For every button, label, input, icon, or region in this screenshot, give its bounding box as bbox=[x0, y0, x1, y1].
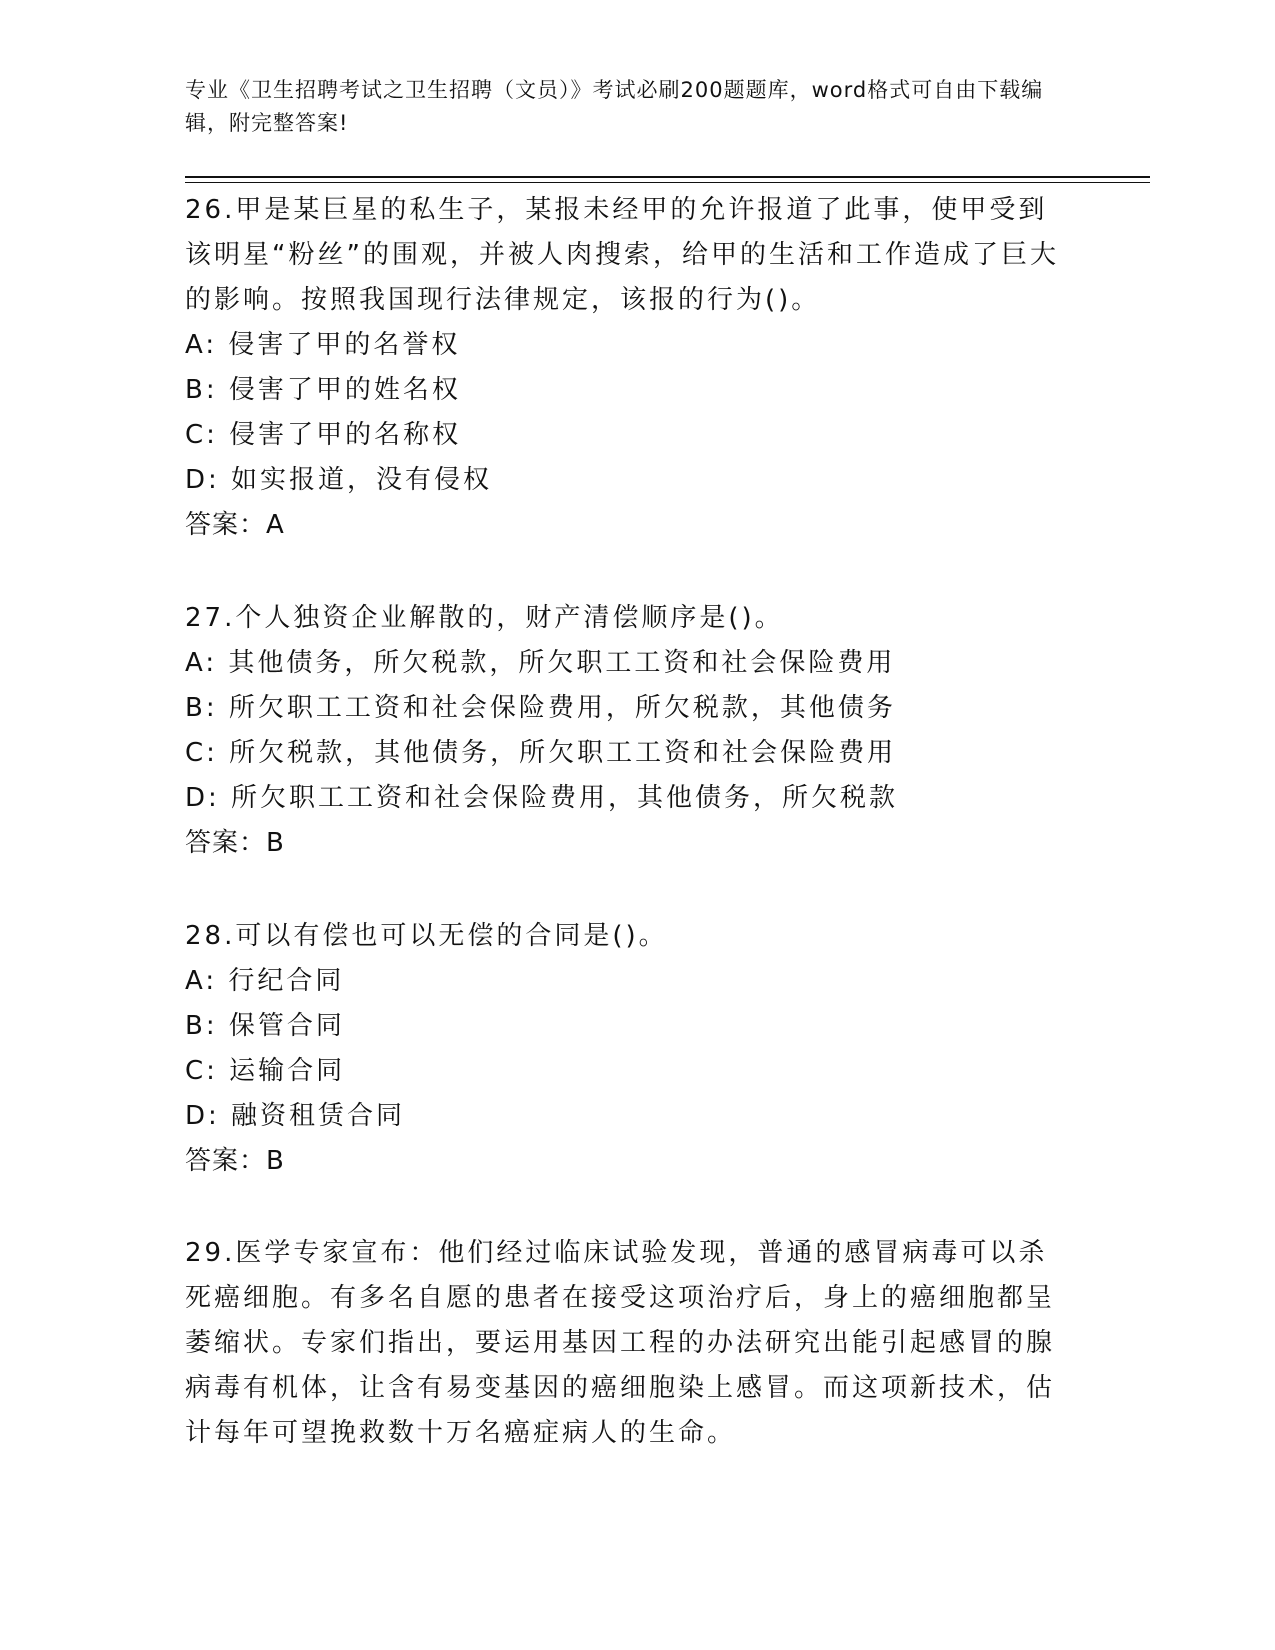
option-b: B: 所欠职工工资和社会保险费用，所欠税款，其他债务 bbox=[185, 693, 896, 723]
question-27 bbox=[185, 596, 1065, 866]
question-28 bbox=[185, 914, 1065, 1184]
option-d: D: 融资租赁合同 bbox=[185, 1101, 406, 1131]
answer-line: 答案：B bbox=[185, 828, 285, 858]
option-d: D: 所欠职工工资和社会保险费用，其他债务，所欠税款 bbox=[185, 783, 899, 813]
question-stem: 27.个人独资企业解散的，财产清偿顺序是()。 bbox=[185, 603, 784, 633]
option-a: A: 行纪合同 bbox=[185, 966, 345, 996]
question-stem: 29.医学专家宣布：他们经过临床试验发现，普通的感冒病毒可以杀死癌细胞。有多名自愿的患者在接受这项治疗后，身上的癌细胞都呈萎缩状。专家们指出，要运用基因工程的办法研究出能引起感冒的腺病毒有机体，让含有易变基因的癌细胞染上感冒。而这项新技术，估计每年可望挽救数十万名癌症病人的生命。 bbox=[185, 1238, 1056, 1448]
header-divider-thin bbox=[185, 182, 1150, 183]
option-a: A: 侵害了甲的名誉权 bbox=[185, 330, 461, 360]
answer-line: 答案：A bbox=[185, 510, 285, 540]
answer-line: 答案：B bbox=[185, 1146, 285, 1176]
option-b: B: 保管合同 bbox=[185, 1011, 345, 1041]
document-header: 专业《卫生招聘考试之卫生招聘（文员）》考试必刷200题题库，word格式可自由下载编辑，附完整答案! bbox=[185, 78, 1044, 135]
question-stem: 28.可以有偿也可以无偿的合同是()。 bbox=[185, 921, 668, 951]
question-26 bbox=[185, 188, 1065, 548]
option-c: C: 运输合同 bbox=[185, 1056, 346, 1086]
question-29 bbox=[185, 1231, 1065, 1456]
option-c: C: 侵害了甲的名称权 bbox=[185, 420, 462, 450]
question-stem: 26.甲是某巨星的私生子，某报未经甲的允许报道了此事，使甲受到该明星“粉丝”的围观，并被人肉搜索，给甲的生活和工作造成了巨大的影响。按照我国现行法律规定，该报的行为()。 bbox=[185, 195, 1059, 315]
option-b: B: 侵害了甲的姓名权 bbox=[185, 375, 461, 405]
option-a: A: 其他债务，所欠税款，所欠职工工资和社会保险费用 bbox=[185, 648, 896, 678]
header-divider-thick bbox=[185, 176, 1150, 178]
option-c: C: 所欠税款，其他债务，所欠职工工资和社会保险费用 bbox=[185, 738, 897, 768]
option-d: D: 如实报道，没有侵权 bbox=[185, 465, 493, 495]
